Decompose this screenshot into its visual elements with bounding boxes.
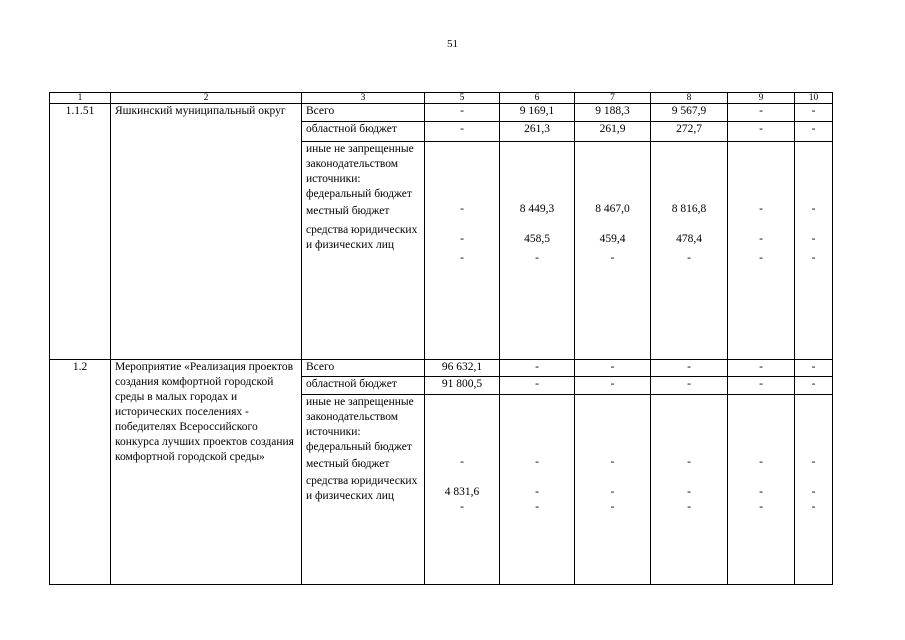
cell-value: - bbox=[575, 377, 651, 395]
source-label: Всего bbox=[302, 360, 425, 377]
value-block bbox=[575, 142, 651, 360]
cell-value: - bbox=[425, 104, 500, 122]
col-header: 1 bbox=[50, 93, 111, 104]
cell-value: - bbox=[728, 104, 795, 122]
cell-value: - bbox=[610, 456, 615, 468]
source-label: средства юридических и физических лиц bbox=[306, 224, 418, 251]
cell-value: - bbox=[651, 360, 728, 377]
cell-value: - bbox=[759, 486, 763, 498]
cell-value: - bbox=[759, 456, 763, 468]
source-label: местный бюджет bbox=[306, 205, 390, 217]
cell-value: - bbox=[795, 360, 833, 377]
value-block bbox=[795, 142, 833, 360]
header-row bbox=[50, 93, 833, 104]
col-header: 8 bbox=[651, 93, 728, 104]
cell-value: - bbox=[811, 501, 816, 513]
row-name: Яшкинский муниципальный округ bbox=[111, 104, 302, 360]
cell-value: - bbox=[460, 233, 464, 245]
cell-value: - bbox=[795, 104, 833, 122]
cell-value: - bbox=[610, 252, 615, 264]
cell-value: - bbox=[500, 377, 575, 395]
cell-value: - bbox=[728, 377, 795, 395]
value-block bbox=[500, 395, 575, 585]
source-label: областной бюджет bbox=[302, 377, 425, 395]
col-header: 6 bbox=[500, 93, 575, 104]
cell-value: - bbox=[535, 252, 539, 264]
cell-value: 261,3 bbox=[500, 122, 575, 142]
cell-value: 8 449,3 bbox=[519, 203, 555, 215]
cell-value: - bbox=[687, 456, 691, 468]
cell-value: - bbox=[610, 501, 615, 513]
cell-value: - bbox=[610, 486, 615, 498]
cell-value: - bbox=[687, 486, 691, 498]
cell-value: - bbox=[535, 501, 539, 513]
cell-value: - bbox=[460, 456, 464, 468]
budget-table bbox=[49, 92, 833, 585]
source-label: федеральный бюджет bbox=[306, 188, 412, 200]
col-header: 5 bbox=[425, 93, 500, 104]
cell-value: - bbox=[460, 501, 464, 513]
cell-value: - bbox=[687, 252, 691, 264]
cell-value: - bbox=[460, 203, 464, 215]
value-block bbox=[728, 395, 795, 585]
source-label: местный бюджет bbox=[306, 458, 390, 470]
cell-value: - bbox=[811, 456, 816, 468]
col-header: 2 bbox=[111, 93, 302, 104]
cell-value: 96 632,1 bbox=[425, 360, 500, 377]
value-block bbox=[795, 395, 833, 585]
cell-value: - bbox=[811, 233, 816, 245]
cell-value: - bbox=[811, 252, 816, 264]
cell-value: - bbox=[535, 486, 539, 498]
col-header: 7 bbox=[575, 93, 651, 104]
row-name: Мероприятие «Реализация проектов создания комфортной городской среды в малых городах и исторических поселениях - победителях Всероссийского конкурса лучших проектов создания комфортной городской среды» bbox=[111, 360, 302, 585]
cell-value: - bbox=[460, 252, 464, 264]
value-block bbox=[651, 395, 728, 585]
cell-value: - bbox=[535, 456, 539, 468]
value-block bbox=[651, 142, 728, 360]
cell-value: 9 567,9 bbox=[651, 104, 728, 122]
value-block bbox=[425, 395, 500, 585]
source-block bbox=[302, 395, 425, 585]
cell-value: - bbox=[728, 122, 795, 142]
other-sources-label: иные не запрещенные законодательством источники: bbox=[306, 396, 414, 438]
cell-value: 8 467,0 bbox=[595, 203, 630, 215]
col-header: 3 bbox=[302, 93, 425, 104]
cell-value: - bbox=[759, 203, 763, 215]
table-row bbox=[50, 360, 833, 377]
cell-value: 458,5 bbox=[524, 233, 550, 245]
cell-value: - bbox=[425, 122, 500, 142]
cell-value: 9 188,3 bbox=[575, 104, 651, 122]
cell-value: - bbox=[795, 122, 833, 142]
source-label: областной бюджет bbox=[302, 122, 425, 142]
cell-value: 459,4 bbox=[599, 233, 626, 245]
cell-value: 9 169,1 bbox=[500, 104, 575, 122]
col-header: 10 bbox=[795, 93, 833, 104]
cell-value: 261,9 bbox=[575, 122, 651, 142]
source-label: Всего bbox=[302, 104, 425, 122]
cell-value: - bbox=[687, 501, 691, 513]
row-code: 1.1.51 bbox=[50, 104, 111, 360]
value-block bbox=[728, 142, 795, 360]
col-header: 9 bbox=[728, 93, 795, 104]
cell-value: 4 831,6 bbox=[444, 486, 480, 498]
row-code: 1.2 bbox=[50, 360, 111, 585]
cell-value: - bbox=[759, 501, 763, 513]
cell-value: - bbox=[728, 360, 795, 377]
cell-value: - bbox=[759, 233, 763, 245]
other-sources-label: иные не запрещенные законодательством источники: bbox=[306, 143, 414, 185]
cell-value: - bbox=[795, 377, 833, 395]
cell-value: 272,7 bbox=[651, 122, 728, 142]
cell-value: - bbox=[575, 360, 651, 377]
page-number: 51 bbox=[447, 38, 458, 50]
cell-value: - bbox=[811, 203, 816, 215]
value-block bbox=[575, 395, 651, 585]
cell-value: - bbox=[811, 486, 816, 498]
cell-value: 8 816,8 bbox=[671, 203, 707, 215]
cell-value: - bbox=[500, 360, 575, 377]
table-row bbox=[50, 104, 833, 122]
value-block bbox=[425, 142, 500, 360]
source-block bbox=[302, 142, 425, 360]
cell-value: 91 800,5 bbox=[425, 377, 500, 395]
cell-value: 478,4 bbox=[676, 233, 702, 245]
source-label: средства юридических и физических лиц bbox=[306, 475, 418, 502]
value-block bbox=[500, 142, 575, 360]
source-label: федеральный бюджет bbox=[306, 441, 412, 453]
cell-value: - bbox=[651, 377, 728, 395]
cell-value: - bbox=[759, 252, 763, 264]
